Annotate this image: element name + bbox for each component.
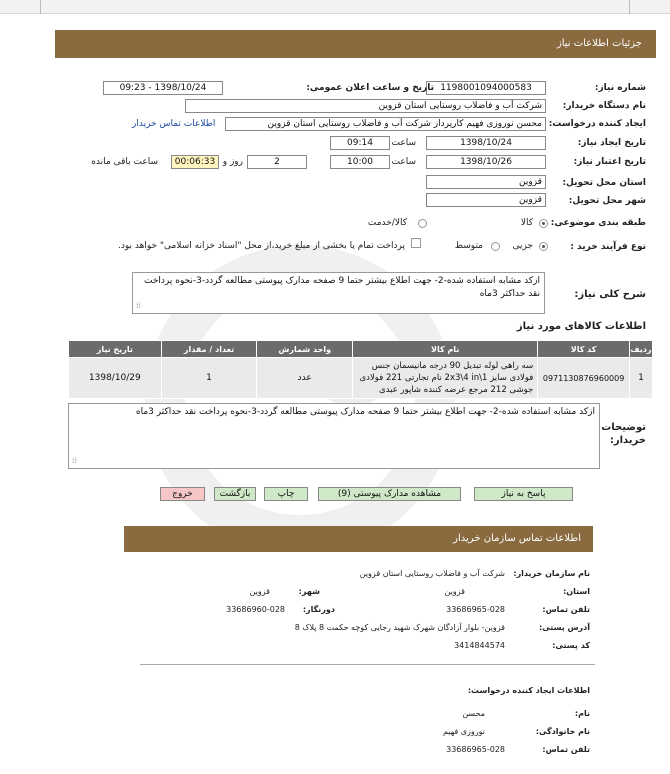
process-medium-label: متوسط — [454, 241, 483, 251]
contact-city-label: شهر: — [298, 587, 320, 596]
category-goods-label: کالا — [520, 218, 533, 228]
city-field: قزوین — [426, 193, 546, 207]
buyer-notes-label: توضیحات خریدار: — [601, 422, 646, 446]
remaining-label: ساعت باقی مانده — [91, 157, 158, 167]
category-label: طبقه بندی موضوعی: — [550, 218, 646, 228]
creator-phone-label: تلفن تماس: — [542, 745, 590, 754]
creator-field: محسن نوروزی فهیم کارپرداز شرکت آب و فاضلاب روستایی استان قزوین — [225, 117, 546, 131]
process-partial-label: جزیی — [512, 241, 533, 251]
process-medium-radio[interactable] — [491, 242, 500, 251]
creator-name-value: محسن — [462, 709, 485, 718]
col-name: نام کالا — [353, 341, 538, 358]
col-qty: تعداد / مقدار — [161, 341, 257, 358]
contact-province-value: قزوین — [444, 587, 465, 596]
contact-divider — [140, 664, 595, 665]
back-button[interactable]: بازگشت — [214, 487, 256, 501]
goods-table-header — [69, 341, 653, 358]
process-partial-radio[interactable] — [539, 242, 548, 251]
validity-label: تاریخ اعتبار نیاز: — [573, 157, 646, 167]
province-label: استان محل تحویل: — [562, 178, 646, 188]
buyer-org-field: شرکت آب و فاضلاب روستایی استان قزوین — [185, 99, 546, 113]
contact-fax-value: 33686960-028 — [226, 605, 285, 614]
contact-phone-value: 33686965-028 — [446, 605, 505, 614]
exit-button[interactable]: خروج — [160, 487, 205, 501]
payment-treasury-checkbox[interactable] — [411, 238, 421, 248]
contact-postal-label: کد پستی: — [552, 641, 590, 650]
creator-family-value: نوروزی فهیم — [442, 727, 485, 736]
cell-date: 1398/10/29 — [69, 358, 162, 399]
creator-phone-value: 33686965-028 — [446, 745, 505, 754]
resize-grip-icon: ⁞⁞ — [136, 301, 142, 310]
creator-info-title: اطلاعات ایجاد کننده درخواست: — [467, 686, 590, 695]
contact-address-label: آدرس پستی: — [539, 623, 590, 632]
contact-org-value: شرکت آب و فاضلاب روستایی استان قزوین — [359, 569, 505, 578]
contact-city-value: قزوین — [249, 587, 270, 596]
page-header: جزئیات اطلاعات نیاز — [55, 30, 656, 58]
cell-qty: 1 — [161, 358, 257, 399]
buyer-org-label: نام دستگاه خریدار: — [562, 101, 646, 111]
cell-name: سه راهی لوله تبدیل 90 درجه مانیسمان جنس فولادی سایز 2x3\4 in\1 نام تجارتی 221 فولادی جوشی 212 مرجع عرضه کننده شاپور عبدی — [353, 358, 538, 399]
contact-postal-value: 3414844574 — [454, 641, 505, 650]
attachments-button[interactable]: مشاهده مدارک پیوستی (9) — [318, 487, 461, 501]
contact-org-label: نام سازمان خریدار: — [513, 569, 590, 578]
col-date: تاریخ نیاز — [69, 341, 162, 358]
buyer-notes-textarea — [68, 403, 600, 469]
created-time-field: 09:14 — [330, 136, 390, 150]
created-time-label: ساعت — [391, 138, 416, 148]
summary-text: ازکد مشابه استفاده شده-2- جهت اطلاع بیشتر حتما 9 صفحه مدارک پیوستی مطالعه گردد-3-نحوه پرداخت نقد حداکثر 3ماه — [144, 276, 540, 299]
top-strip — [0, 0, 670, 14]
table-row — [69, 358, 653, 399]
buyer-notes-text: ازکد مشابه استفاده شده-2- جهت اطلاع بیشتر حتما 9 صفحه مدارک پیوستی مطالعه گردد-3-نحوه پرداخت نقد حداکثر 3ماه — [135, 407, 595, 417]
cell-unit: عدد — [257, 358, 353, 399]
category-goods-services-label: کالا/خدمت — [367, 218, 407, 228]
contact-header: اطلاعات تماس سازمان خریدار — [124, 526, 593, 552]
province-field: قزوین — [426, 175, 546, 189]
validity-date-field: 1398/10/26 — [426, 155, 546, 169]
reply-button[interactable]: پاسخ به نیاز — [474, 487, 573, 501]
col-unit: واحد شمارش — [257, 341, 353, 358]
validity-time-field: 10:00 — [330, 155, 390, 169]
cell-code: 0971130876960009 — [538, 358, 630, 399]
creator-label: ایجاد کننده درخواست: — [548, 119, 646, 129]
category-goods-services-radio[interactable] — [418, 219, 427, 228]
created-date-label: تاریخ ایجاد نیاز: — [577, 138, 646, 148]
cell-row: 1 — [629, 358, 652, 399]
contact-phone-label: تلفن تماس: — [542, 605, 590, 614]
summary-label: شرح کلی نیاز: — [574, 289, 646, 300]
days-field: 2 — [247, 155, 307, 169]
summary-textarea — [132, 272, 545, 314]
need-number-label: شماره نیاز: — [594, 83, 646, 93]
creator-name-label: نام: — [574, 709, 590, 718]
need-number-field: 1198001094000583 — [426, 81, 546, 95]
days-label: روز و — [222, 157, 243, 167]
creator-family-label: نام خانوادگی: — [535, 727, 590, 736]
remaining-time-field: 00:06:33 — [171, 155, 219, 169]
announce-field: 1398/10/24 - 09:23 — [103, 81, 223, 95]
payment-note: پرداخت تمام یا بخشی از مبلغ خرید،از محل "اسناد خزانه اسلامی" خواهد بود. — [117, 241, 405, 251]
contact-province-label: استان: — [563, 587, 590, 596]
buyer-contact-link[interactable]: اطلاعات تماس خریدار — [132, 119, 216, 129]
goods-title: اطلاعات کالاهای مورد نیاز — [516, 321, 646, 332]
created-date-field: 1398/10/24 — [426, 136, 546, 150]
col-code: کد کالا — [538, 341, 630, 358]
print-button[interactable]: چاپ — [264, 487, 308, 501]
validity-time-label: ساعت — [391, 157, 416, 167]
announce-label: تاریخ و ساعت اعلان عمومی: — [306, 83, 434, 93]
col-row: ردیف — [629, 341, 652, 358]
contact-fax-label: دورنگار: — [302, 605, 335, 614]
city-label: شهر محل تحویل: — [568, 196, 646, 206]
resize-grip-icon: ⁞⁞ — [72, 456, 78, 465]
contact-address-value: قزوین- بلوار آزادگان شهرک شهید رجایی کوچه حکمت 8 پلاک 8 — [294, 623, 505, 632]
process-label: نوع فرآیند خرید : — [570, 242, 646, 252]
category-goods-radio[interactable] — [539, 219, 548, 228]
goods-table — [68, 340, 653, 399]
